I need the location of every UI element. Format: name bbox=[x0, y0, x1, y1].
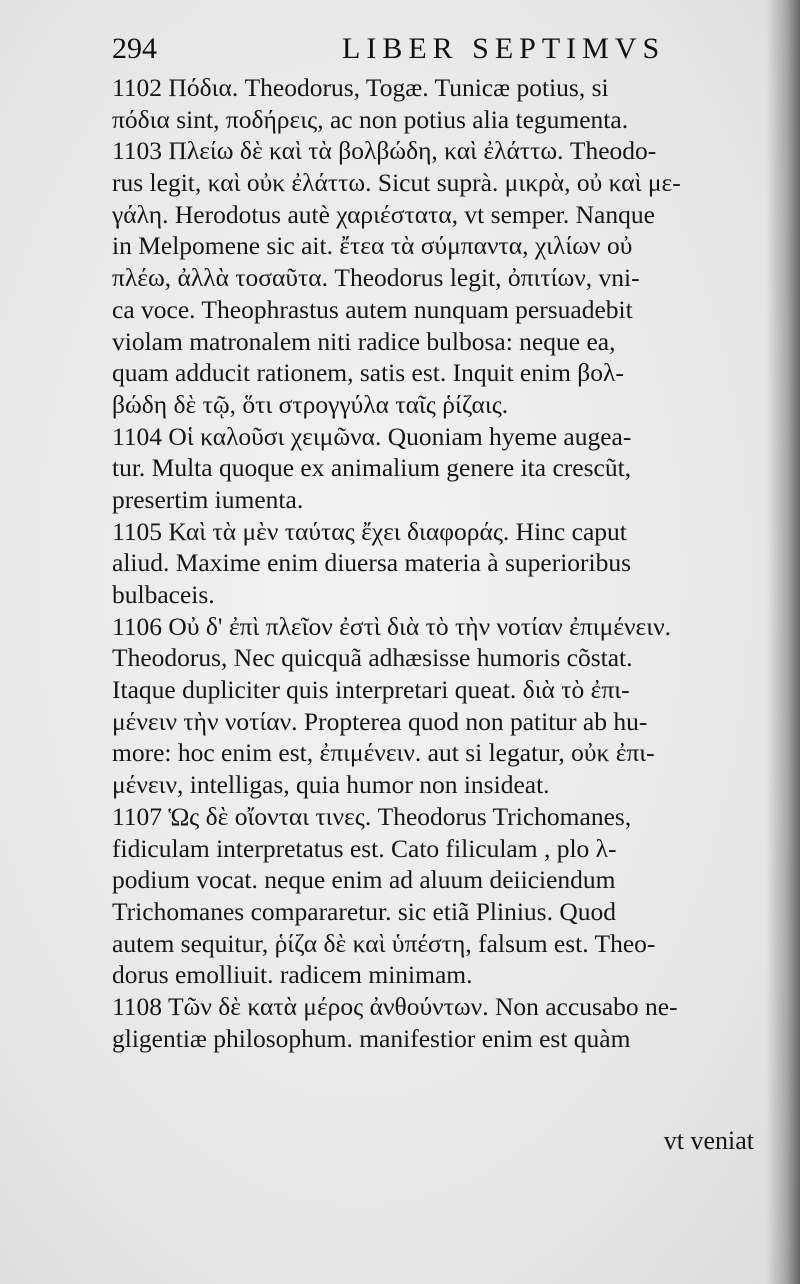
text-line: tur. Multa quoque ex animalium genere ita crescũt, bbox=[112, 453, 632, 483]
text-line: dorus emolliuit. radicem minimam. bbox=[112, 960, 473, 990]
text-line: βώδη δὲ τῷ, ὅτι στρογγύλα ταῖς ῥίζαις. bbox=[112, 389, 509, 419]
text-line: 1102 Πόδια. Theodorus, Togæ. Tunicæ potius, si bbox=[112, 73, 609, 102]
text-line: Trichomanes compararetur. sic etiã Plinius. Quod bbox=[112, 896, 617, 926]
text-line: ca voce. Theophrastus autem nunquam persuadebit bbox=[112, 294, 633, 324]
text-line: γάλη. Herodotus autè χαριέστατα, vt semper. Nanque bbox=[112, 199, 655, 229]
page-number: 294 bbox=[112, 32, 157, 65]
text-line: violam matronalem niti radice bulbosa: neque ea, bbox=[112, 326, 616, 356]
text-line: bulbaceis. bbox=[112, 580, 215, 609]
catchword: vt veniat bbox=[663, 1126, 754, 1155]
text-line: presertim iumenta. bbox=[112, 484, 304, 514]
text-line: quam adducit rationem, satis est. Inquit enim βολ- bbox=[112, 358, 624, 388]
text-line: in Melpomene sic ait. ἔτεα τὰ σύμπαντα, χιλίων οὐ bbox=[112, 231, 633, 261]
text-line: 1103 Πλείω δὲ καὶ τὰ βολβώδη, καὶ ἐλάττω. Theodo- bbox=[112, 136, 657, 166]
text-line: autem sequitur, ῥίζα δὲ καὶ ὑπέστη, falsum est. Theo- bbox=[112, 928, 656, 958]
text-line: 1108 Τῶν δὲ κατὰ μέρος ἀνθούντων. Non accusabo ne- bbox=[112, 991, 678, 1021]
text-line: Itaque dupliciter quis interpretari queat. διὰ τὸ ἐπι- bbox=[112, 675, 630, 705]
text-line: Theodorus, Nec quicquã adhæsisse humoris cõstat. bbox=[112, 643, 633, 673]
text-line: more: hoc enim est, ἐπιμένειν. aut si legatur, οὐκ ἐπι- bbox=[112, 738, 655, 768]
text-line: 1106 Οὐ δ' ἐπὶ πλεῖον ἐστὶ διὰ τὸ τὴν νοτίαν ἐπιμένειν. bbox=[112, 611, 671, 641]
body-text bbox=[112, 72, 762, 1054]
text-line: fidiculam interpretatus est. Cato filiculam , plo λ- bbox=[112, 833, 617, 863]
text-line: πλέω, ἀλλὰ τοσαῦτα. Theodorus legit, ὀπιτίων, vni- bbox=[112, 263, 640, 293]
text-line: 1105 Καὶ τὰ μὲν ταύτας ἔχει διαφοράς. Hinc caput bbox=[112, 516, 627, 546]
text-line: gligentiæ philosophum. manifestior enim est quàm bbox=[112, 1023, 631, 1053]
text-line: πόδια sint, ποδήρεις, ac non potius alia tegumenta. bbox=[112, 104, 629, 134]
text-line: 1104 Οἱ καλοῦσι χειμῶνα. Quoniam hyeme augea- bbox=[112, 421, 632, 451]
text-line: podium vocat. neque enim ad aluum deiiciendum bbox=[112, 865, 616, 895]
page-header bbox=[112, 30, 752, 70]
text-line: 1107 Ὡς δὲ οἴονται τινες. Theodorus Trichomanes, bbox=[112, 801, 632, 831]
running-title: LIBER SEPTIMVS bbox=[342, 32, 666, 65]
text-line: μένειν, intelligas, quia humor non insideat. bbox=[112, 770, 550, 800]
text-line: rus legit, καὶ οὐκ ἐλάττω. Sicut suprà. μικρὰ, οὐ καὶ με- bbox=[112, 168, 681, 198]
text-line: aliud. Maxime enim diuersa materia à superioribus bbox=[112, 548, 632, 578]
gutter-shadow bbox=[766, 0, 800, 1284]
text-line: μένειν τὴν νοτίαν. Propterea quod non patitur ab hu- bbox=[112, 706, 648, 736]
